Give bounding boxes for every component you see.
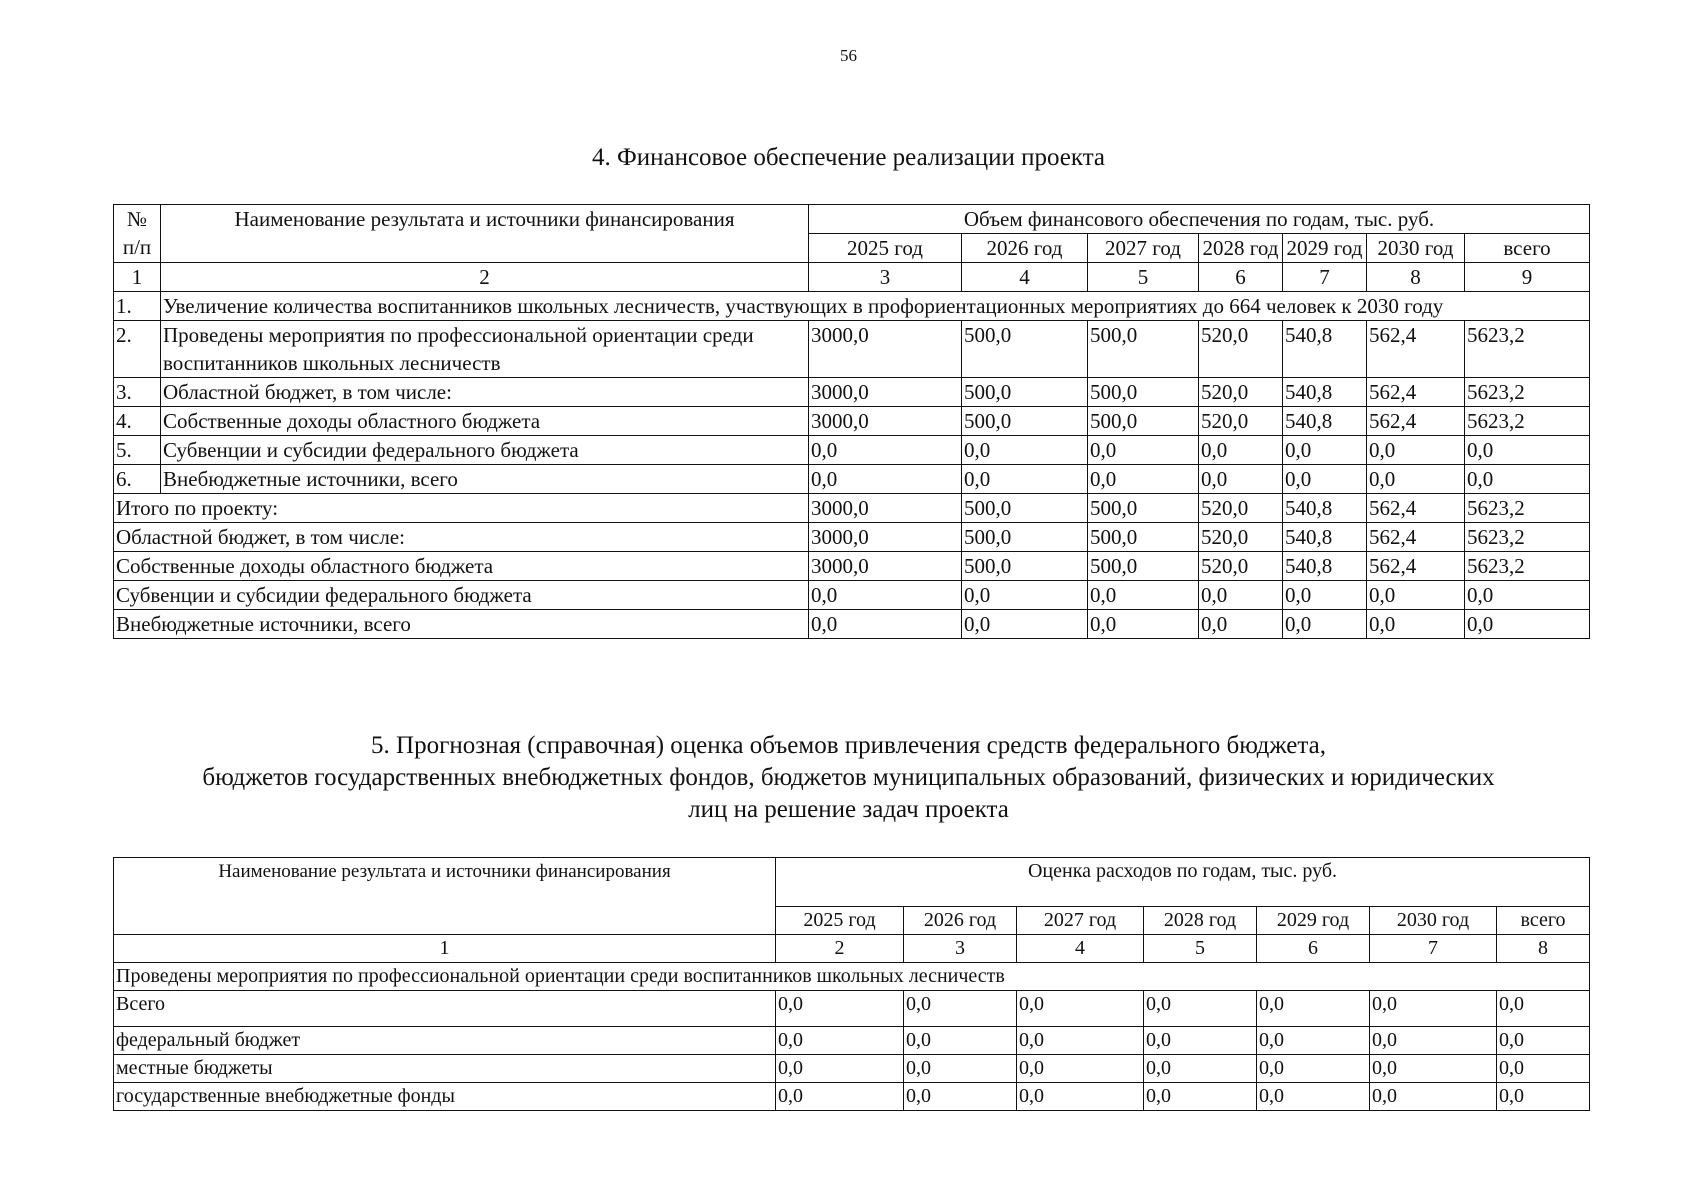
- row-value: 520,0: [1199, 494, 1283, 523]
- row-name: федеральный бюджет: [114, 1027, 776, 1055]
- table-row: [114, 1083, 1590, 1111]
- row-value: 540,8: [1283, 378, 1367, 407]
- row-value: 0,0: [962, 436, 1088, 465]
- row-value: 0,0: [1017, 1055, 1144, 1083]
- row-name: Внебюджетные источники, всего: [161, 465, 809, 494]
- row-value: 3000,0: [809, 494, 962, 523]
- table4-column-numbers: [114, 263, 1590, 292]
- row-value: 520,0: [1199, 523, 1283, 552]
- row-value: 500,0: [1088, 407, 1199, 436]
- col-number: 7: [1370, 935, 1497, 963]
- col-number: 9: [1465, 263, 1590, 292]
- row-value: 0,0: [809, 581, 962, 610]
- row-value: 0,0: [904, 1055, 1017, 1083]
- row-name: местные бюджеты: [114, 1055, 776, 1083]
- row-value: 540,8: [1283, 552, 1367, 581]
- row-value: 0,0: [776, 1027, 904, 1055]
- row-num: 1.: [114, 292, 161, 321]
- row-value: 562,4: [1367, 494, 1465, 523]
- header-year-2029: 2029 год: [1257, 907, 1370, 935]
- row-value: 0,0: [1370, 991, 1497, 1027]
- section-5-title: [0, 730, 1697, 826]
- row-name: Собственные доходы областного бюджета: [161, 407, 809, 436]
- table-row: [114, 1027, 1590, 1055]
- row-value: 500,0: [962, 523, 1088, 552]
- row-value: 5623,2: [1465, 523, 1590, 552]
- header-year-2028: 2028 год: [1199, 234, 1283, 263]
- header-year-2026: 2026 год: [904, 907, 1017, 935]
- header-name: Наименование результата и источники финансирования: [114, 858, 776, 935]
- row-value: 500,0: [1088, 552, 1199, 581]
- row-value: 0,0: [904, 1083, 1017, 1111]
- row-value: 0,0: [1017, 1027, 1144, 1055]
- page-number: 56: [840, 46, 857, 65]
- row-value: 0,0: [1367, 610, 1465, 639]
- row-value: 0,0: [776, 991, 904, 1027]
- header-year-2030: 2030 год: [1367, 234, 1465, 263]
- col-number: 1: [114, 263, 161, 292]
- row-value: 520,0: [1199, 321, 1283, 378]
- row-value: 5623,2: [1465, 494, 1590, 523]
- row-value: 0,0: [1017, 1083, 1144, 1111]
- section-5-title-line-3: лиц на решение задач проекта: [688, 796, 1009, 823]
- header-year-2025: 2025 год: [776, 907, 904, 935]
- row-value: 0,0: [1465, 436, 1590, 465]
- header-name: Наименование результата и источники финансирования: [161, 205, 809, 263]
- row-value: 5623,2: [1465, 552, 1590, 581]
- row-value: 500,0: [1088, 321, 1199, 378]
- row-value: 562,4: [1367, 407, 1465, 436]
- col-number: 7: [1283, 263, 1367, 292]
- group-row-text: Проведены мероприятия по профессиональной ориентации среди воспитанников школьных лесничеств: [114, 963, 1590, 991]
- row-value: 0,0: [1088, 465, 1199, 494]
- row-value: 3000,0: [809, 552, 962, 581]
- row-value: 0,0: [1017, 991, 1144, 1027]
- row-value: 500,0: [962, 494, 1088, 523]
- row-value: 0,0: [1144, 1055, 1257, 1083]
- section-4-title: 4. Финансовое обеспечение реализации проекта: [591, 144, 1106, 171]
- total-row: [114, 610, 1590, 639]
- total-row-name: Субвенции и субсидии федерального бюджета: [114, 581, 809, 610]
- header-total: всего: [1465, 234, 1590, 263]
- col-number: 3: [809, 263, 962, 292]
- table5-column-numbers: [114, 935, 1590, 963]
- row-value: 540,8: [1283, 321, 1367, 378]
- total-row: [114, 494, 1590, 523]
- row-value: 5623,2: [1465, 378, 1590, 407]
- row-value: 3000,0: [809, 407, 962, 436]
- header-year-2028: 2028 год: [1144, 907, 1257, 935]
- row-value: 500,0: [962, 552, 1088, 581]
- row-value: 520,0: [1199, 407, 1283, 436]
- header-num: № п/п: [114, 205, 161, 263]
- row-value: 0,0: [1144, 1027, 1257, 1055]
- total-row: [114, 552, 1590, 581]
- row-num: 3.: [114, 378, 161, 407]
- row-value: 540,8: [1283, 523, 1367, 552]
- col-number: 3: [904, 935, 1017, 963]
- row-value: 0,0: [1497, 991, 1590, 1027]
- row-value: 0,0: [1497, 1027, 1590, 1055]
- row-value: 0,0: [962, 465, 1088, 494]
- table-row: [114, 465, 1590, 494]
- row-value: 0,0: [1088, 610, 1199, 639]
- row-value: 0,0: [1144, 991, 1257, 1027]
- col-number: 6: [1257, 935, 1370, 963]
- col-number: 2: [161, 263, 809, 292]
- row-value: 0,0: [1199, 465, 1283, 494]
- row-value: 0,0: [1144, 1083, 1257, 1111]
- row-value: 0,0: [1088, 581, 1199, 610]
- row-value: 500,0: [962, 321, 1088, 378]
- row-value: 0,0: [1283, 465, 1367, 494]
- row-value: 0,0: [1465, 610, 1590, 639]
- row-value: 540,8: [1283, 494, 1367, 523]
- col-number: 8: [1497, 935, 1590, 963]
- header-volume: Объем финансового обеспечения по годам, тыс. руб.: [809, 205, 1590, 234]
- header-year-2029: 2029 год: [1283, 234, 1367, 263]
- row-value: 0,0: [1367, 465, 1465, 494]
- row-value: 562,4: [1367, 552, 1465, 581]
- row-value: 562,4: [1367, 378, 1465, 407]
- total-row-name: Итого по проекту:: [114, 494, 809, 523]
- row-name: Областной бюджет, в том числе:: [161, 378, 809, 407]
- row-value: 0,0: [809, 610, 962, 639]
- total-row: [114, 581, 1590, 610]
- row-value: 540,8: [1283, 407, 1367, 436]
- row-value: 500,0: [1088, 378, 1199, 407]
- row-value: 520,0: [1199, 378, 1283, 407]
- row-value: 500,0: [1088, 494, 1199, 523]
- row-name: государственные внебюджетные фонды: [114, 1083, 776, 1111]
- col-number: 4: [1017, 935, 1144, 963]
- total-row-name: Областной бюджет, в том числе:: [114, 523, 809, 552]
- row-value: 5623,2: [1465, 321, 1590, 378]
- col-number: 5: [1088, 263, 1199, 292]
- row-value: 0,0: [1199, 436, 1283, 465]
- table-row: [114, 378, 1590, 407]
- row-value: 3000,0: [809, 321, 962, 378]
- header-year-2026: 2026 год: [962, 234, 1088, 263]
- row-value: 0,0: [1497, 1083, 1590, 1111]
- row-value: 0,0: [776, 1055, 904, 1083]
- row-value: 3000,0: [809, 523, 962, 552]
- row-value: 0,0: [809, 465, 962, 494]
- row-value: 0,0: [1257, 1083, 1370, 1111]
- row-value: 500,0: [1088, 523, 1199, 552]
- row-value: 0,0: [1088, 436, 1199, 465]
- col-number: 6: [1199, 263, 1283, 292]
- row-value: 0,0: [1370, 1027, 1497, 1055]
- table4-header-row-1: [114, 205, 1590, 234]
- row-value: 500,0: [962, 378, 1088, 407]
- total-row-name: Собственные доходы областного бюджета: [114, 552, 809, 581]
- table4-goal-row: [114, 292, 1590, 321]
- forecast-table: [113, 857, 1590, 1111]
- table5-header-row-1: [114, 858, 1590, 907]
- row-num: 4.: [114, 407, 161, 436]
- row-value: 0,0: [962, 610, 1088, 639]
- row-value: 0,0: [1199, 610, 1283, 639]
- row-value: 0,0: [1370, 1083, 1497, 1111]
- row-value: 0,0: [1199, 581, 1283, 610]
- table-row: [114, 407, 1590, 436]
- row-value: 3000,0: [809, 378, 962, 407]
- table-row: [114, 321, 1590, 378]
- row-value: 0,0: [1257, 991, 1370, 1027]
- financing-table: [113, 204, 1590, 639]
- row-value: 0,0: [1367, 436, 1465, 465]
- row-value: 0,0: [904, 991, 1017, 1027]
- section-5-title-line-2: бюджетов государственных внебюджетных фондов, бюджетов муниципальных образований, физических и юридических: [202, 764, 1495, 791]
- row-value: 0,0: [1465, 465, 1590, 494]
- row-value: 520,0: [1199, 552, 1283, 581]
- col-number: 8: [1367, 263, 1465, 292]
- header-year-2027: 2027 год: [1088, 234, 1199, 263]
- row-value: 0,0: [809, 436, 962, 465]
- row-name: Проведены мероприятия по профессиональной ориентации среди воспитанников школьных лесничеств: [161, 321, 809, 378]
- row-value: 0,0: [1257, 1027, 1370, 1055]
- row-value: 0,0: [1465, 581, 1590, 610]
- row-num: 2.: [114, 321, 161, 378]
- row-value: 0,0: [904, 1027, 1017, 1055]
- row-value: 0,0: [776, 1083, 904, 1111]
- col-number: 5: [1144, 935, 1257, 963]
- total-row-name: Внебюджетные источники, всего: [114, 610, 809, 639]
- row-value: 0,0: [1370, 1055, 1497, 1083]
- row-name: Всего: [114, 991, 776, 1027]
- col-number: 2: [776, 935, 904, 963]
- row-value: 0,0: [1257, 1055, 1370, 1083]
- row-value: 0,0: [1283, 436, 1367, 465]
- header-estimate: Оценка расходов по годам, тыс. руб.: [776, 858, 1590, 907]
- row-value: 5623,2: [1465, 407, 1590, 436]
- row-value: 500,0: [962, 407, 1088, 436]
- table5-group-row: [114, 963, 1590, 991]
- header-total: всего: [1497, 907, 1590, 935]
- row-value: 562,4: [1367, 321, 1465, 378]
- section-5-title-line-1: 5. Прогнозная (справочная) оценка объемов привлечения средств федерального бюджета,: [371, 732, 1326, 759]
- goal-text: Увеличение количества воспитанников школьных лесничеств, участвующих в профориентационных мероприятиях до 664 человек к 2030 году: [161, 292, 1590, 321]
- row-value: 0,0: [1367, 581, 1465, 610]
- row-value: 0,0: [1497, 1055, 1590, 1083]
- table-row: [114, 436, 1590, 465]
- table-row: [114, 991, 1590, 1027]
- header-year-2027: 2027 год: [1017, 907, 1144, 935]
- row-name: Субвенции и субсидии федерального бюджета: [161, 436, 809, 465]
- header-year-2030: 2030 год: [1370, 907, 1497, 935]
- total-row: [114, 523, 1590, 552]
- col-number: 4: [962, 263, 1088, 292]
- row-num: 5.: [114, 436, 161, 465]
- header-year-2025: 2025 год: [809, 234, 962, 263]
- col-number: 1: [114, 935, 776, 963]
- row-num: 6.: [114, 465, 161, 494]
- row-value: 562,4: [1367, 523, 1465, 552]
- row-value: 0,0: [962, 581, 1088, 610]
- row-value: 0,0: [1283, 581, 1367, 610]
- row-value: 0,0: [1283, 610, 1367, 639]
- table-row: [114, 1055, 1590, 1083]
